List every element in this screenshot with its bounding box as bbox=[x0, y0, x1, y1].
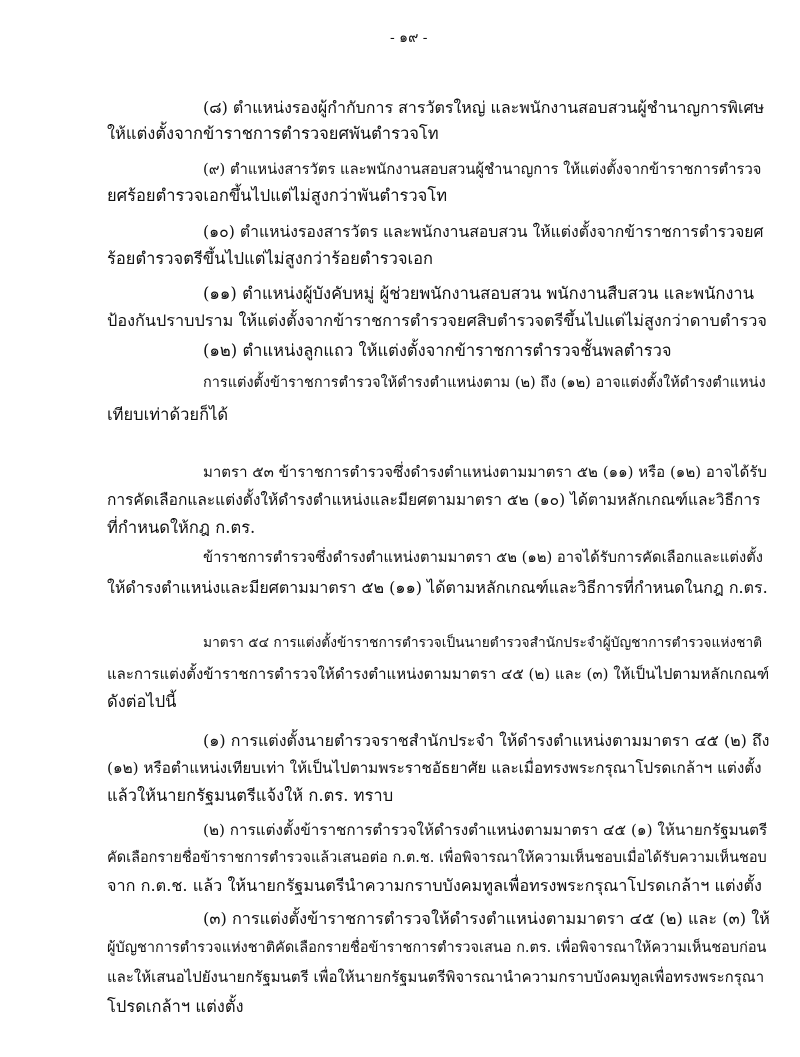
paragraph-line: (๑๐) ตำแหน่งรองสารวัตร และพนักงานสอบสวน ให้แต่งตั้งจากข้าราชการตำรวจยศ bbox=[203, 222, 764, 241]
paragraph-line: การคัดเลือกและแต่งตั้งให้ดำรงตำแหน่งและมียศตามมาตรา ๕๒ (๑๐) ได้ตามหลักเกณฑ์และวิธีการ bbox=[107, 491, 761, 509]
paragraph-line: ป้องกันปราบปราม ให้แต่งตั้งจากข้าราชการตำรวจยศสิบตำรวจตรีขึ้นไปแต่ไม่สูงกว่าดาบตำรวจ bbox=[107, 311, 767, 330]
paragraph-line: ผู้บัญชาการตำรวจแห่งชาติคัดเลือกรายชื่อข้าราชการตำรวจเสนอ ก.ตร. เพื่อพิจารณาให้ความเห็นชอบก่อน bbox=[107, 940, 767, 956]
paragraph-line: ให้ดำรงตำแหน่งและมียศตามมาตรา ๕๒ (๑๑) ได้ตามหลักเกณฑ์และวิธีการที่กำหนดในกฎ ก.ตร. bbox=[107, 578, 768, 597]
paragraph-line: เทียบเท่าด้วยก็ได้ bbox=[107, 405, 229, 424]
paragraph-line: ข้าราชการตำรวจซึ่งดำรงตำแหน่งตามมาตรา ๕๒ (๑๒) อาจได้รับการคัดเลือกและแต่งตั้ง bbox=[203, 549, 763, 566]
paragraph-line: ให้แต่งตั้งจากข้าราชการตำรวจยศพันตำรวจโท bbox=[107, 124, 439, 143]
paragraph-line: ที่กำหนดให้กฎ ก.ตร. bbox=[107, 518, 256, 537]
paragraph-line: (๘) ตำแหน่งรองผู้กำกับการ สารวัตรใหญ่ และพนักงานสอบสวนผู้ชำนาญการพิเศษ bbox=[203, 98, 765, 117]
paragraph-line: (๒) การแต่งตั้งข้าราชการตำรวจให้ดำรงตำแหน่งตามมาตรา ๔๕ (๑) ให้นายกรัฐมนตรี bbox=[203, 821, 768, 839]
paragraph-line: จาก ก.ต.ช. แล้ว ให้นายกรัฐมนตรีนำความกราบบังคมทูลเพื่อทรงพระกรุณาโปรดเกล้าฯ แต่งตั้ง bbox=[107, 876, 762, 895]
paragraph-line: (๓) การแต่งตั้งข้าราชการตำรวจให้ดำรงตำแหน่งตามมาตรา ๔๕ (๒) และ (๓) ให้ bbox=[203, 909, 770, 928]
paragraph-line: และการแต่งตั้งข้าราชการตำรวจให้ดำรงตำแหน่งตามมาตรา ๔๕ (๒) และ (๓) ให้เป็นไปตามหลักเกณฑ์ bbox=[107, 665, 770, 683]
paragraph-line: (๑๑) ตำแหน่งผู้บังคับหมู่ ผู้ช่วยพนักงานสอบสวน พนักงานสืบสวน และพนักงาน bbox=[203, 284, 754, 303]
paragraph-line: คัดเลือกรายชื่อข้าราชการตำรวจแล้วเสนอต่อ ก.ต.ช. เพื่อพิจารณาให้ความเห็นชอบเมื่อได้รับความเห็นชอบ bbox=[107, 850, 767, 866]
paragraph-line: โปรดเกล้าฯ แต่งตั้ง bbox=[107, 997, 244, 1016]
paragraph-line: ร้อยตำรวจตรีขึ้นไปแต่ไม่สูงกว่าร้อยตำรวจเอก bbox=[107, 249, 434, 268]
paragraph-line: (๑) การแต่งตั้งนายตำรวจราชสำนักประจำ ให้ดำรงตำแหน่งตามมาตรา ๔๕ (๒) ถึง bbox=[203, 731, 770, 750]
page-number: - ๑๙ - bbox=[390, 30, 428, 46]
paragraph-line: แล้วให้นายกรัฐมนตรีแจ้งให้ ก.ตร. ทราบ bbox=[107, 786, 394, 805]
paragraph-line: และให้เสนอไปยังนายกรัฐมนตรี เพื่อให้นายกรัฐมนตรีพิจารณานำความกราบบังคมทูลเพื่อทรงพระกรุณา bbox=[107, 968, 765, 986]
paragraph-line: มาตรา ๕๓ ข้าราชการตำรวจซึ่งดำรงตำแหน่งตามมาตรา ๕๒ (๑๑) หรือ (๑๒) อาจได้รับ bbox=[203, 463, 767, 481]
paragraph-line: การแต่งตั้งข้าราชการตำรวจให้ดำรงตำแหน่งตาม (๒) ถึง (๑๒) อาจแต่งตั้งให้ดำรงตำแหน่ง bbox=[203, 375, 766, 391]
paragraph-line: (๙) ตำแหน่งสารวัตร และพนักงานสอบสวนผู้ชำนาญการ ให้แต่งตั้งจากข้าราชการตำรวจ bbox=[203, 161, 762, 178]
paragraph-line: ดังต่อไปนี้ bbox=[107, 692, 177, 711]
paragraph-line: (๑๒) หรือตำแหน่งเทียบเท่า ให้เป็นไปตามพระราชอัธยาศัย และเมื่อทรงพระกรุณาโปรดเกล้าฯ แต่งตั้ง bbox=[107, 759, 762, 777]
paragraph-line: ยศร้อยตำรวจเอกขึ้นไปแต่ไม่สูงกว่าพันตำรวจโท bbox=[107, 186, 448, 205]
paragraph-line: (๑๒) ตำแหน่งลูกแถว ให้แต่งตั้งจากข้าราชการตำรวจชั้นพลตำรวจ bbox=[203, 341, 672, 360]
paragraph-line: มาตรา ๕๔ การแต่งตั้งข้าราชการตำรวจเป็นนายตำรวจสำนักประจำผู้บัญชาการตำรวจแห่งชาติ bbox=[203, 635, 763, 651]
